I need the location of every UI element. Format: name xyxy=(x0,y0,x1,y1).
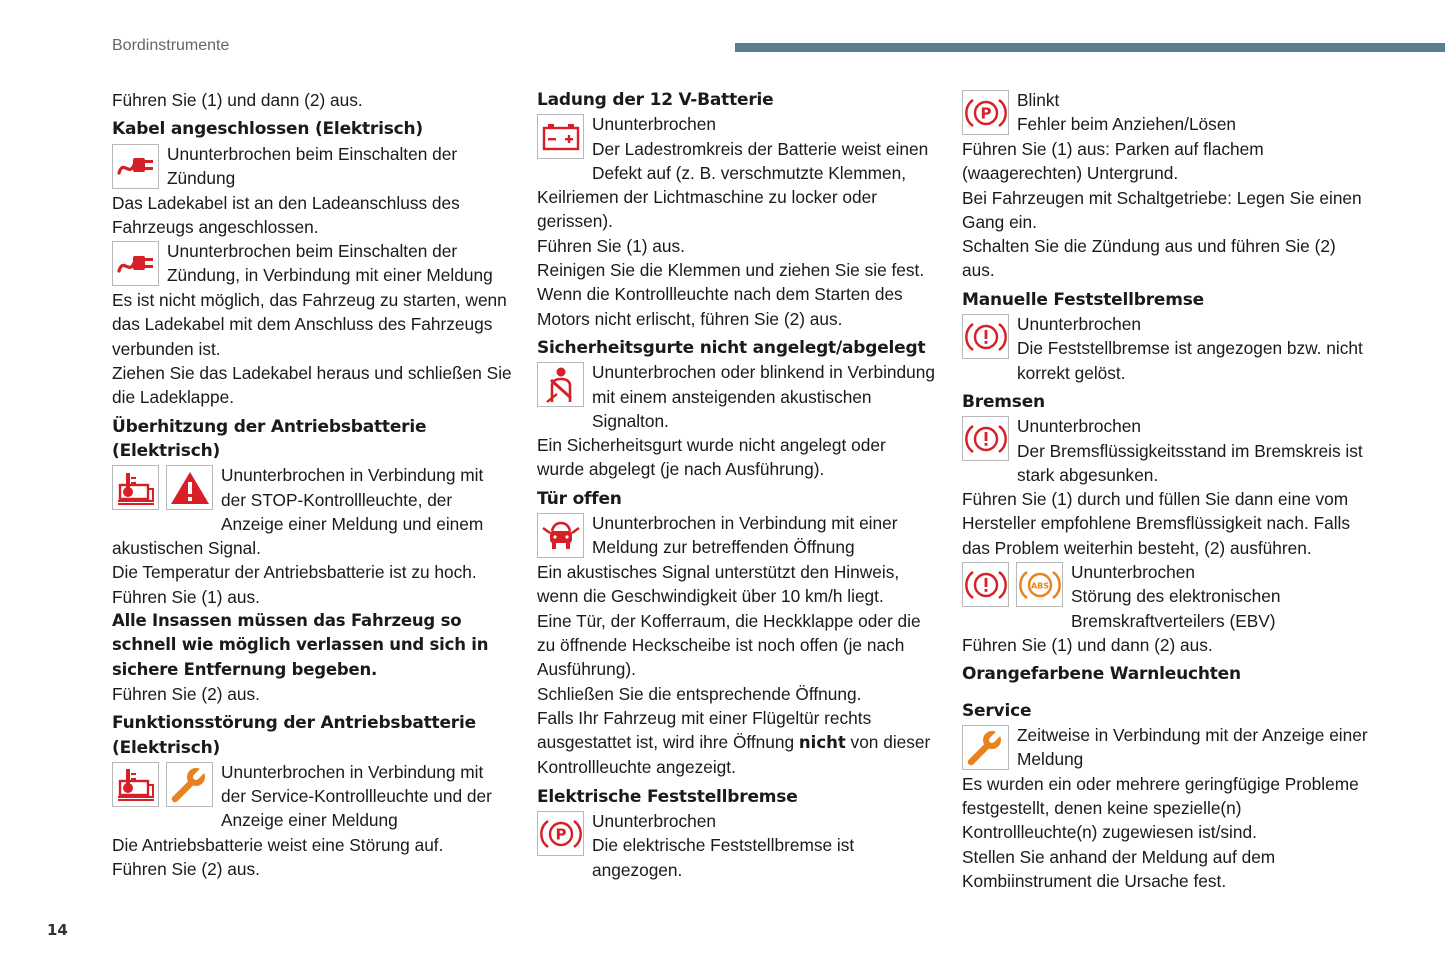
tuer-action: Schließen Sie die entsprechende Öffnung. xyxy=(537,683,862,704)
abs-icon xyxy=(1016,562,1063,607)
charging-plug-icon xyxy=(112,241,159,286)
service-state: Zeitweise in Verbindung mit der Anzeige einer Meldung xyxy=(1017,724,1368,770)
ueberhitzung-state: Ununterbrochen in Verbindung mit der STOP-Kontrollleuchte, der Anzeige einer Meldung und einem akustischen Signal. xyxy=(112,465,484,559)
abs-icon-label: ABS xyxy=(1030,581,1049,591)
blink-state: Blinkt xyxy=(1017,90,1060,110)
warning-triangle-icon xyxy=(166,465,213,510)
blink-action-2: Bei Fahrzeugen mit Schaltgetriebe: Legen Sie einen Gang ein. xyxy=(962,187,1362,232)
kabel-desc-1: Das Ladekabel ist an den Ladeanschluss des Fahrzeugs angeschlossen. xyxy=(112,192,460,237)
kabel-desc-2: Es ist nicht möglich, das Fahrzeug zu starten, wenn das Ladekabel mit dem Anschluss des Fahrzeugs verbunden ist. xyxy=(112,290,507,359)
page-number: 14 xyxy=(47,921,68,939)
icon-group xyxy=(962,416,1009,461)
ladung-state: Ununterbrochen xyxy=(592,114,716,135)
wrench-icon xyxy=(166,762,213,807)
gurte-state: Ununterbrochen oder blinkend in Verbindung mit einem ansteigenden akustischen Signalton. xyxy=(592,362,935,431)
column-2 xyxy=(537,88,937,882)
heading-service: Service xyxy=(962,700,1032,721)
icon-group xyxy=(112,144,159,189)
ueberhitzung-warning: Alle Insassen müssen das Fahrzeug so schnell wie möglich verlassen und sich in sichere Entfernung begeben. xyxy=(112,611,489,679)
section-title: Bordinstrumente xyxy=(112,37,230,54)
heading-manuelle-feststellbremse: Manuelle Feststellbremse xyxy=(962,289,1204,310)
header-accent-bar xyxy=(735,43,1445,52)
icon-group xyxy=(537,811,584,856)
blink-desc: Fehler beim Anziehen/Lösen xyxy=(1017,114,1237,135)
tuer-note-bold: nicht xyxy=(798,733,846,753)
heading-orange-warnleuchten: Orangefarbene Warnleuchten xyxy=(962,664,1241,685)
heading-elektr-feststellbremse: Elektrische Feststellbremse xyxy=(537,786,798,807)
heading-kabel: Kabel angeschlossen (Elektrisch) xyxy=(112,119,424,140)
ueberhitzung-desc: Die Temperatur der Antriebsbatterie ist zu hoch. xyxy=(112,562,477,583)
tuer-desc-2: Eine Tür, der Kofferraum, die Heckklappe oder die zu öffnende Heckscheibe ist noch offen (je nach Ausführung). xyxy=(537,610,921,680)
brake-warning-icon xyxy=(962,314,1009,359)
icon-group xyxy=(962,562,1063,607)
parking-brake-icon xyxy=(962,90,1009,135)
battery-temperature-icon xyxy=(112,762,159,807)
seatbelt-icon xyxy=(537,362,584,407)
bremsen-action: Führen Sie (1) durch und füllen Sie dann eine vom Hersteller empfohlene Bremsflüssigkeit nach. Falls das Problem weiterhin besteht, (2) ausführen. xyxy=(962,489,1351,558)
kabel-state-1: Ununterbrochen beim Einschalten der Zündung xyxy=(167,143,458,188)
kabel-state-2: Ununterbrochen beim Einschalten der Zündung, in Verbindung mit einer Meldung xyxy=(167,241,493,286)
heading-gurte: Sicherheitsgurte nicht angelegt/abgelegt xyxy=(537,337,926,358)
door-open-icon xyxy=(537,513,584,558)
blink-action-3: Schalten Sie die Zündung aus und führen Sie (2) aus. xyxy=(962,236,1336,281)
column-1 xyxy=(112,88,512,881)
charging-plug-icon xyxy=(112,144,159,189)
battery-icon xyxy=(537,114,584,159)
funktionsstoerung-state: Ununterbrochen in Verbindung mit der Service-Kontrollleuchte und der Anzeige einer Meldung xyxy=(221,761,492,831)
funktionsstoerung-action: Führen Sie (2) aus. xyxy=(112,859,260,880)
parking-brake-icon xyxy=(537,811,584,856)
ebv-desc: Störung des elektronischen Bremskraftverteilers (EBV) xyxy=(1071,586,1281,631)
bremsen-desc: Der Bremsflüssigkeitsstand im Bremskreis ist stark abgesunken. xyxy=(1017,440,1363,485)
heading-funktionsstoerung: Funktionsstörung der Antriebsbatterie (Elektrisch) xyxy=(112,713,476,758)
icon-group xyxy=(962,90,1009,135)
icon-group xyxy=(537,362,584,407)
tuer-note xyxy=(537,706,937,780)
manuell-state: Ununterbrochen xyxy=(1017,314,1141,335)
gurte-desc: Ein Sicherheitsgurt wurde nicht angelegt oder wurde abgelegt (je nach Ausführung). xyxy=(537,435,886,480)
manuell-desc: Die Feststellbremse ist angezogen bzw. nicht korrekt gelöst. xyxy=(1017,338,1363,383)
icon-group xyxy=(112,241,159,286)
icon-group xyxy=(537,114,584,159)
ebv-action: Führen Sie (1) und dann (2) aus. xyxy=(962,634,1213,655)
elektr-fsb-state: Ununterbrochen xyxy=(592,811,716,832)
icon-group xyxy=(112,465,213,510)
heading-tuer: Tür offen xyxy=(537,488,622,509)
kabel-action-2: Ziehen Sie das Ladekabel heraus und schließen Sie die Ladeklappe. xyxy=(112,363,512,408)
funktionsstoerung-desc: Die Antriebsbatterie weist eine Störung auf. xyxy=(112,834,444,855)
tuer-desc-1: Ein akustisches Signal unterstützt den Hinweis, wenn die Geschwindigkeit über 10 km/h liegt. xyxy=(537,562,900,607)
ebv-state: Ununterbrochen xyxy=(1071,562,1195,583)
service-action: Stellen Sie anhand der Meldung auf dem Kombiinstrument die Ursache fest. xyxy=(962,846,1276,892)
tuer-note-before: Falls Ihr Fahrzeug mit einer Flügeltür rechts ausgestattet ist, wird ihre Öffnung xyxy=(537,707,872,753)
ladung-action-3: Wenn die Kontrollleuchte nach dem Starten des Motors nicht erlischt, führen Sie (2) aus. xyxy=(537,284,903,329)
heading-ueberhitzung: Überhitzung der Antriebsbatterie (Elektrisch) xyxy=(112,416,427,461)
column-3 xyxy=(962,88,1372,893)
elektr-fsb-desc: Die elektrische Feststellbremse ist angezogen. xyxy=(592,835,855,880)
ladung-desc: Der Ladestromkreis der Batterie weist einen Defekt auf (z. B. verschmutzte Klemmen, Keilriemen der Lichtmaschine zu locker oder gerissen). xyxy=(537,138,929,232)
icon-group xyxy=(112,762,213,807)
ueberhitzung-action-2: Führen Sie (2) aus. xyxy=(112,683,260,704)
heading-bremsen: Bremsen xyxy=(962,391,1045,412)
blink-action-1: Führen Sie (1) aus: Parken auf flachem (waagerechten) Untergrund. xyxy=(962,139,1264,184)
heading-ladung: Ladung der 12 V-Batterie xyxy=(537,90,774,110)
tuer-state: Ununterbrochen in Verbindung mit einer Meldung zur betreffenden Öffnung xyxy=(592,513,898,558)
ladung-action-2: Reinigen Sie die Klemmen und ziehen Sie sie fest. xyxy=(537,260,925,281)
bremsen-state: Ununterbrochen xyxy=(1017,416,1141,437)
battery-temperature-icon xyxy=(112,465,159,510)
brake-warning-icon xyxy=(962,562,1009,607)
intro-text: Führen Sie (1) und dann (2) aus. xyxy=(112,90,363,110)
svg-text:P: P xyxy=(555,825,566,844)
ueberhitzung-action-1: Führen Sie (1) aus. xyxy=(112,586,260,607)
service-desc: Es wurden ein oder mehrere geringfügige Probleme festgestellt, denen keine spezielle(n) Kontrollleuchte(n) zugewiesen ist/sind. xyxy=(962,773,1359,843)
icon-group xyxy=(537,513,584,558)
tuer-note-after: von dieser Kontrollleuchte angezeigt. xyxy=(537,732,931,778)
svg-text:P: P xyxy=(980,104,991,122)
wrench-icon xyxy=(962,725,1009,770)
icon-group xyxy=(962,314,1009,359)
brake-warning-icon xyxy=(962,416,1009,461)
ladung-action-1: Führen Sie (1) aus. xyxy=(537,235,685,256)
icon-group xyxy=(962,725,1009,770)
